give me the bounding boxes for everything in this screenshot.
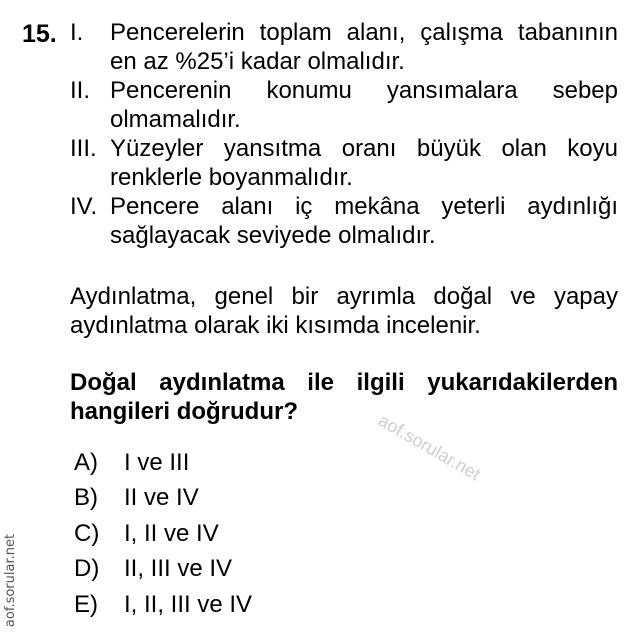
option-text: I ve III <box>124 448 190 476</box>
statement-numeral: III. <box>70 135 97 162</box>
option-text: II ve IV <box>124 484 199 512</box>
statement-1 <box>70 18 618 76</box>
option-c[interactable] <box>74 516 252 552</box>
option-text: I, II, III ve IV <box>124 590 253 618</box>
statement-numeral: II. <box>70 77 91 104</box>
statement-3 <box>70 134 618 192</box>
side-watermark <box>0 520 22 640</box>
option-letter: D) <box>74 555 100 583</box>
statement-text: Pencere alanı iç mekâna yeterli aydınlığı sağlayacak seviyede olmalıdır. <box>110 193 618 249</box>
statement-2 <box>70 76 618 134</box>
statement-text: Yüzeyler yansıtma oranı büyük olan koyu renklerle boyanmalıdır. <box>110 135 618 191</box>
statement-text: Pencerenin konumu yansımalara sebep olmamalıdır. <box>110 77 618 133</box>
statement-text: Pencerelerin toplam alanı, çalışma tabanının en az %25’i kadar olmalıdır. <box>110 19 618 75</box>
option-e[interactable] <box>74 587 252 623</box>
statement-numeral: IV. <box>70 193 98 220</box>
option-d[interactable] <box>74 552 252 588</box>
option-a[interactable] <box>74 445 252 481</box>
info-paragraph: Aydınlatma, genel bir ayrımla doğal ve yapay aydınlatma olarak iki kısımda incelenir. <box>70 283 618 339</box>
statement-list <box>70 18 618 250</box>
answer-options <box>74 445 252 623</box>
statement-4 <box>70 192 618 250</box>
statement-numeral: I. <box>70 19 84 46</box>
option-letter: B) <box>74 484 98 512</box>
option-letter: A) <box>74 448 98 476</box>
question-number: 15. <box>22 20 57 48</box>
side-watermark-text: aof.sorular.net <box>3 533 19 627</box>
option-text: II, III ve IV <box>124 555 233 583</box>
option-letter: E) <box>74 590 98 618</box>
watermark-text: aof.sorular.net <box>375 410 484 485</box>
option-letter: C) <box>74 519 100 547</box>
option-text: I, II ve IV <box>124 519 219 547</box>
option-b[interactable] <box>74 481 252 517</box>
question-prompt: Doğal aydınlatma ile ilgili yukarıdakilerden hangileri doğrudur? <box>70 369 618 425</box>
